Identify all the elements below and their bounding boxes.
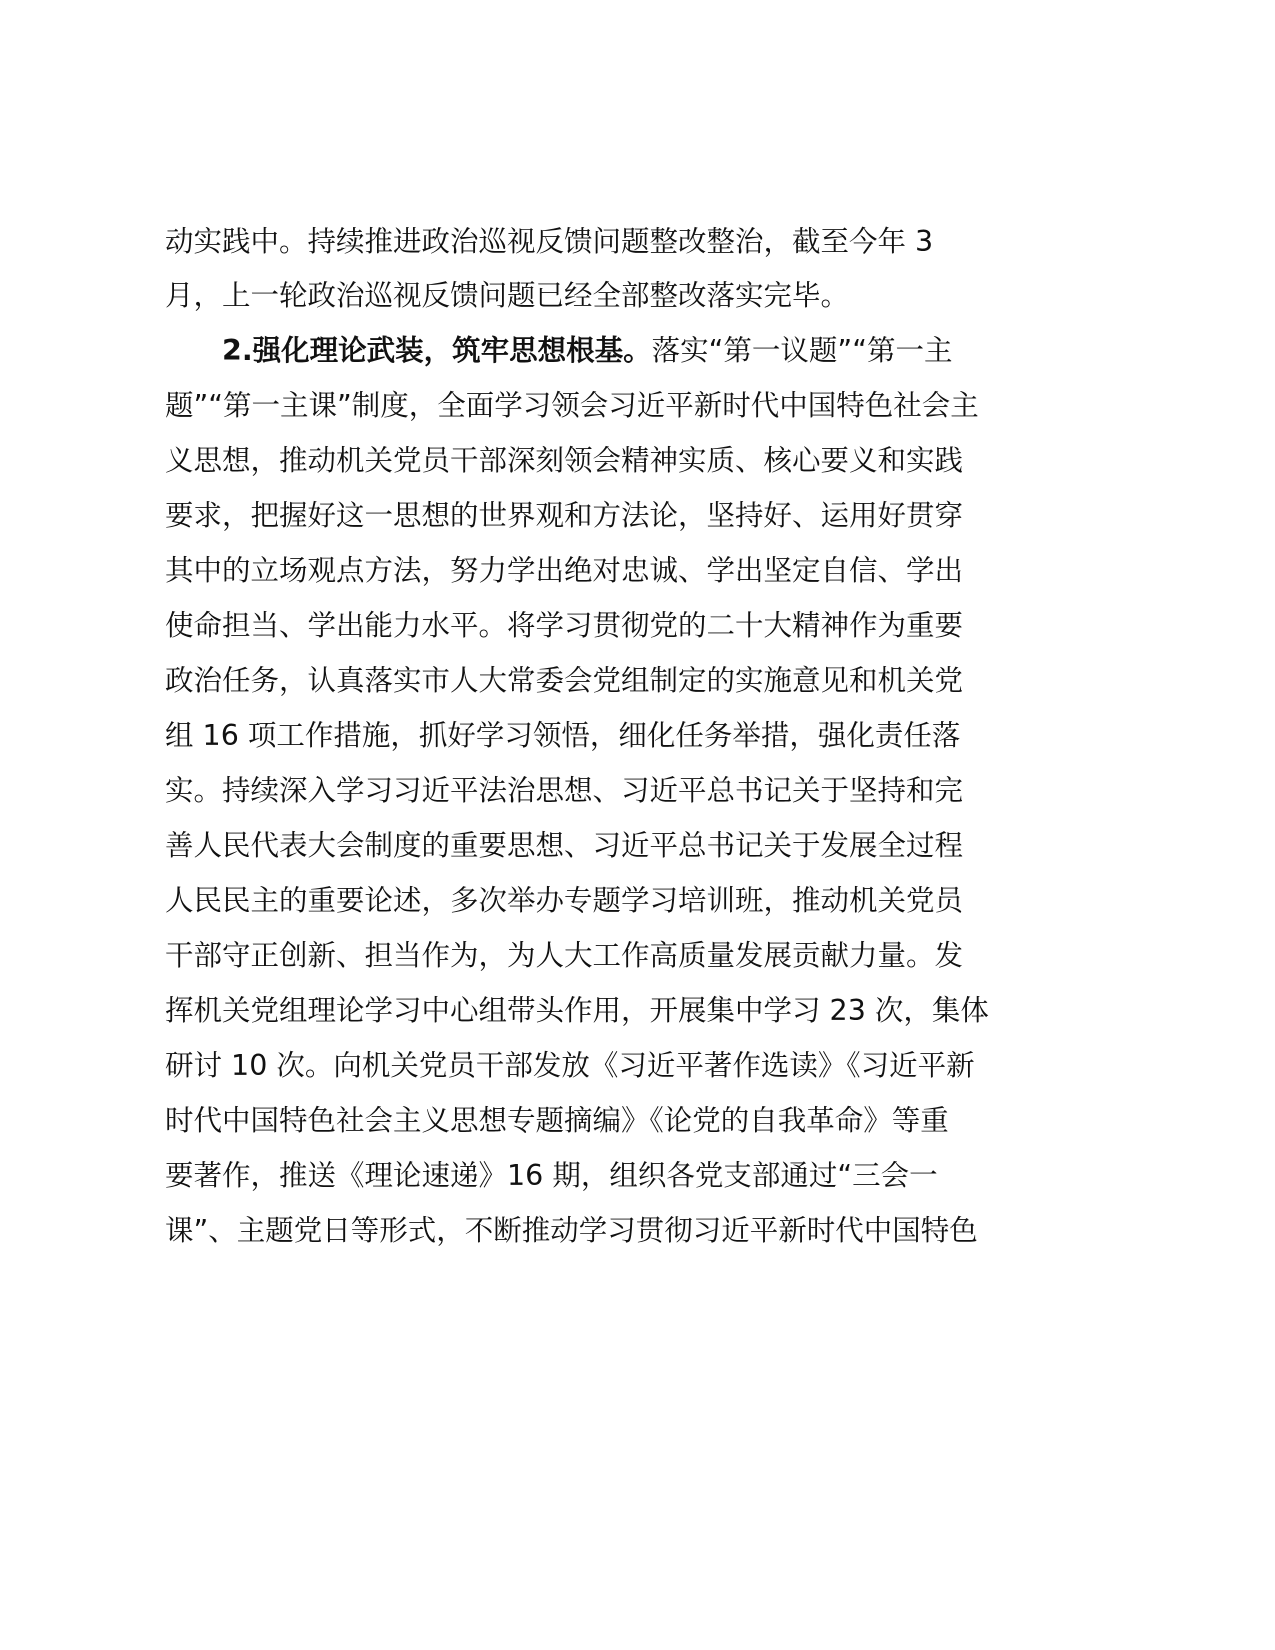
paragraph-first-line [222,331,952,371]
text-line: 课”、主题党日等形式，不断推动学习贯彻习近平新时代中国特色 [165,1214,978,1247]
text-line: 落实“第一议题”“第一主 [651,334,953,367]
text-line: 干部守正创新、担当作为，为人大工作高质量发展贡献力量。发 [165,939,964,972]
text-line: 义思想，推动机关党员干部深刻领会精神实质、核心要义和实践 [165,444,964,477]
text-line: 动实践中。持续推进政治巡视反馈问题整改整治，截至今年 3 [165,225,934,258]
text-line: 实。持续深入学习习近平法治思想、习近平总书记关于坚持和完 [165,774,964,807]
text-line: 使命担当、学出能力水平。将学习贯彻党的二十大精神作为重要 [165,609,964,642]
text-line: 月，上一轮政治巡视反馈问题已经全部整改落实完毕。 [165,279,850,312]
text-line: 政治任务，认真落实市人大常委会党组制定的实施意见和机关党 [165,664,964,697]
text-line: 要著作，推送《理论速递》16 期，组织各党支部通过“三会一 [165,1159,938,1192]
text-line: 要求，把握好这一思想的世界观和方法论，坚持好、运用好贯穿 [165,499,964,532]
text-line: 挥机关党组理论学习中心组带头作用，开展集中学习 23 次，集体 [165,994,989,1027]
text-line: 研讨 10 次。向机关党员干部发放《习近平著作选读》《习近平新 [165,1049,975,1082]
text-line: 人民民主的重要论述，多次举办专题学习培训班，推动机关党员 [165,884,964,917]
section-heading: 2.强化理论武装，筑牢思想根基。 [222,334,652,367]
text-line: 组 16 项工作措施，抓好学习领悟，细化任务举措，强化责任落 [165,719,961,752]
text-line: 其中的立场观点方法，努力学出绝对忠诚、学出坚定自信、学出 [165,554,964,587]
text-line: 善人民代表大会制度的重要思想、习近平总书记关于发展全过程 [165,829,964,862]
text-line: 时代中国特色社会主义思想专题摘编》《论党的自我革命》等重 [165,1104,949,1137]
text-line: 题”“第一主课”制度，全面学习领会习近平新时代中国特色社会主 [165,389,979,422]
